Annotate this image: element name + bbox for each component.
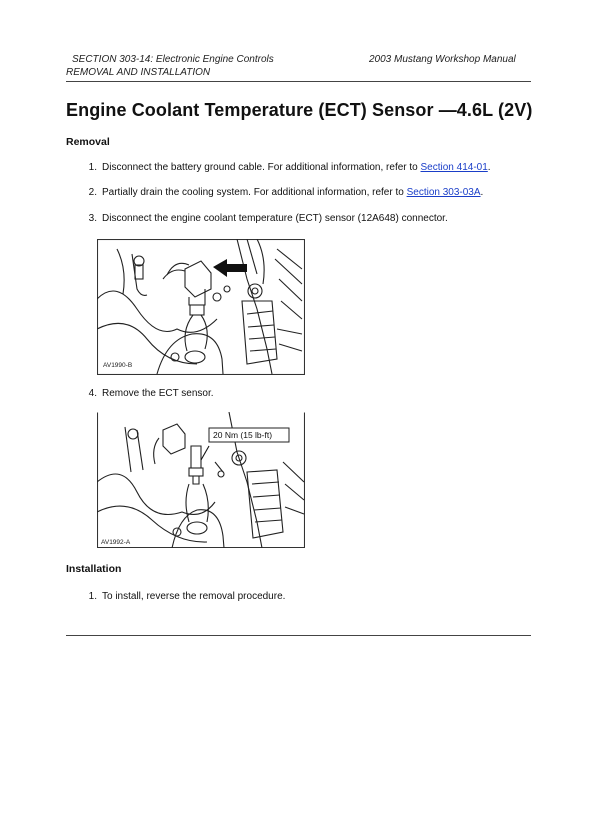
page-title: Engine Coolant Temperature (ECT) Sensor —4.6L (2V) [66, 100, 533, 120]
figure-ect-connector [97, 239, 305, 375]
figure-label: AV1990-B [103, 362, 133, 369]
installation-heading: Installation [66, 563, 122, 575]
step-text: Disconnect the engine coolant temperature (ECT) sensor (12A648) connector. [102, 213, 448, 224]
section-303-03a-link[interactable]: Section 303-03A [406, 187, 481, 198]
step-text: Remove the ECT sensor. [102, 388, 214, 399]
step-number: 3. [88, 213, 97, 224]
step-text: To install, reverse the removal procedure. [102, 591, 286, 602]
installation-step-1 [66, 591, 285, 602]
step-number: 2. [88, 187, 97, 198]
step-number: 1. [88, 591, 97, 602]
ect-sensor-illustration [97, 412, 305, 548]
step-number: 1. [88, 162, 97, 173]
footer-rule [66, 635, 531, 636]
removal-step-4 [66, 388, 214, 399]
step-text: Disconnect the battery ground cable. For additional information, refer to Section 414-01. [102, 162, 491, 173]
figure-label: AV1992-A [101, 539, 131, 546]
header-manual-title: 2003 Mustang Workshop Manual [369, 54, 516, 65]
header-section: SECTION 303-14: Electronic Engine Controls [72, 54, 274, 65]
header-rule [66, 81, 531, 82]
removal-heading: Removal [66, 136, 110, 148]
step-number: 4. [88, 388, 97, 399]
removal-step-2 [66, 187, 483, 198]
torque-callout: 20 Nm (15 lb-ft) [213, 430, 273, 440]
ect-connector-illustration [97, 239, 305, 375]
header-subtitle: REMOVAL AND INSTALLATION [66, 67, 211, 78]
section-414-01-link[interactable]: Section 414-01 [420, 162, 488, 173]
figure-ect-sensor-removal [97, 412, 305, 548]
removal-step-1 [66, 162, 491, 173]
step-text: Partially drain the cooling system. For additional information, refer to Section 303-03A. [102, 187, 484, 198]
pointer-arrow [213, 259, 247, 277]
removal-step-3 [66, 213, 448, 224]
